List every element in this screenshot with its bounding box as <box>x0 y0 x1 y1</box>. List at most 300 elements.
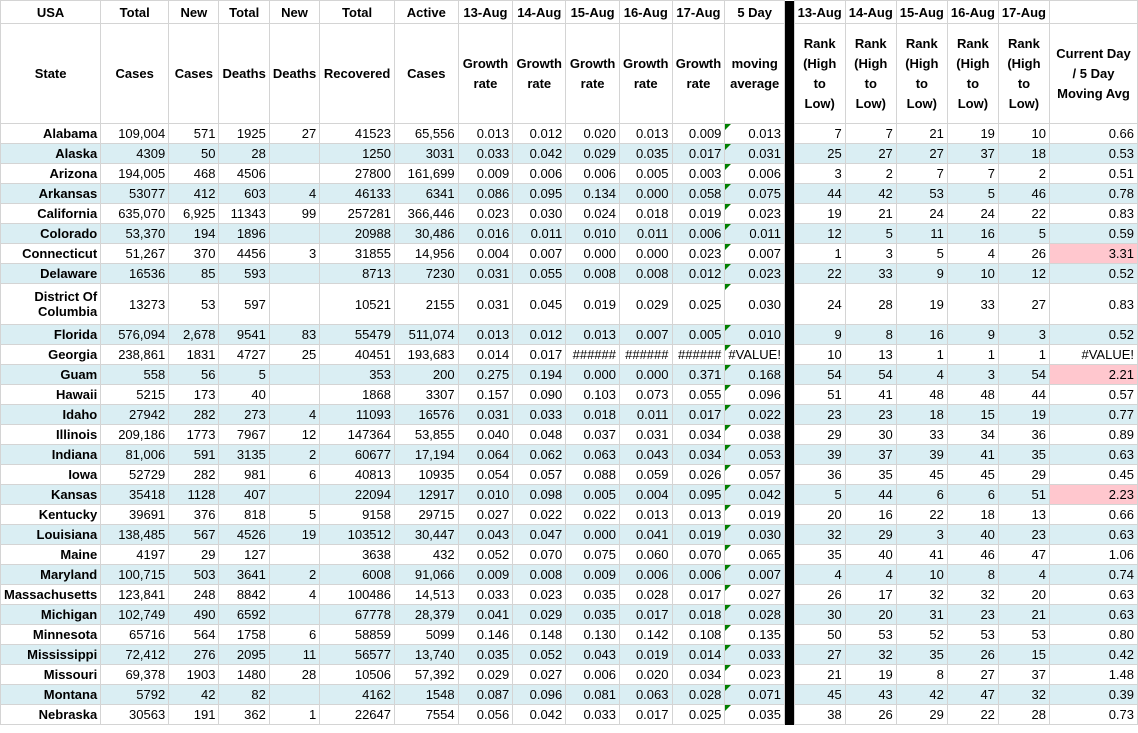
data-cell[interactable]: 27 <box>845 144 896 164</box>
data-cell[interactable] <box>269 164 319 184</box>
data-cell[interactable]: 0.019 <box>672 204 725 224</box>
data-cell[interactable]: 0.086 <box>458 184 513 204</box>
data-cell[interactable]: 22094 <box>320 485 395 505</box>
data-cell[interactable]: 33 <box>896 425 947 445</box>
state-cell[interactable]: Arkansas <box>1 184 101 204</box>
header-cell[interactable]: USA <box>1 1 101 24</box>
data-cell[interactable]: 0.000 <box>566 365 620 385</box>
data-cell[interactable]: 0.096 <box>513 685 566 705</box>
data-cell[interactable]: 22 <box>896 505 947 525</box>
data-cell[interactable]: 27 <box>269 124 319 144</box>
data-cell[interactable]: ###### <box>620 345 673 365</box>
data-cell[interactable]: 53,855 <box>395 425 459 445</box>
data-cell[interactable]: 1773 <box>169 425 219 445</box>
data-cell[interactable]: 27942 <box>101 405 169 425</box>
data-cell[interactable]: 576,094 <box>101 325 169 345</box>
ratio-cell[interactable]: 0.45 <box>1049 465 1137 485</box>
data-cell[interactable]: 5099 <box>395 625 459 645</box>
state-cell[interactable]: Kansas <box>1 485 101 505</box>
data-cell[interactable]: 48 <box>947 385 998 405</box>
data-cell[interactable]: 51 <box>794 385 845 405</box>
data-cell[interactable]: 60677 <box>320 445 395 465</box>
state-cell[interactable]: Delaware <box>1 264 101 284</box>
ratio-cell[interactable]: 0.89 <box>1049 425 1137 445</box>
data-cell[interactable]: 0.157 <box>458 385 513 405</box>
data-cell[interactable]: 22647 <box>320 705 395 725</box>
data-cell[interactable]: 0.000 <box>620 244 673 264</box>
data-cell[interactable]: 19 <box>794 204 845 224</box>
state-cell[interactable]: Kentucky <box>1 505 101 525</box>
data-cell[interactable]: 7 <box>947 164 998 184</box>
data-cell[interactable]: 0.009 <box>672 124 725 144</box>
header-cell[interactable]: moving average <box>725 24 785 124</box>
data-cell[interactable]: 25 <box>794 144 845 164</box>
data-cell[interactable]: 102,749 <box>101 605 169 625</box>
data-cell[interactable]: 0.018 <box>566 405 620 425</box>
data-cell[interactable]: 14,513 <box>395 585 459 605</box>
header-cell[interactable]: Total <box>320 1 395 24</box>
data-cell[interactable]: 4 <box>269 405 319 425</box>
data-cell[interactable]: 53 <box>845 625 896 645</box>
data-cell[interactable]: 593 <box>219 264 269 284</box>
data-cell[interactable]: 10521 <box>320 284 395 325</box>
data-cell[interactable]: 51,267 <box>101 244 169 264</box>
data-cell[interactable]: 40813 <box>320 465 395 485</box>
data-cell[interactable]: 23 <box>794 405 845 425</box>
data-cell[interactable]: 0.043 <box>620 445 673 465</box>
data-cell[interactable]: 53077 <box>101 184 169 204</box>
data-cell[interactable]: 0.070 <box>672 545 725 565</box>
data-cell[interactable]: 412 <box>169 184 219 204</box>
data-cell[interactable]: 571 <box>169 124 219 144</box>
data-cell[interactable]: 0.006 <box>620 565 673 585</box>
data-cell[interactable]: 0.070 <box>513 545 566 565</box>
data-cell[interactable]: 36 <box>794 465 845 485</box>
data-cell[interactable]: 5 <box>896 244 947 264</box>
data-cell[interactable]: 503 <box>169 565 219 585</box>
state-cell[interactable]: Arizona <box>1 164 101 184</box>
data-cell[interactable]: 29 <box>794 425 845 445</box>
data-cell[interactable]: 8713 <box>320 264 395 284</box>
ratio-cell[interactable]: 0.53 <box>1049 144 1137 164</box>
data-cell[interactable]: 0.030 <box>725 525 785 545</box>
data-cell[interactable]: 19 <box>845 665 896 685</box>
data-cell[interactable]: 28 <box>998 705 1049 725</box>
data-cell[interactable]: 17,194 <box>395 445 459 465</box>
ratio-cell[interactable]: 0.83 <box>1049 204 1137 224</box>
data-cell[interactable]: 0.030 <box>725 284 785 325</box>
data-cell[interactable]: 15 <box>998 645 1049 665</box>
data-cell[interactable]: 19 <box>947 124 998 144</box>
data-cell[interactable]: 0.057 <box>513 465 566 485</box>
data-cell[interactable]: 511,074 <box>395 325 459 345</box>
ratio-cell[interactable]: 0.83 <box>1049 284 1137 325</box>
data-cell[interactable]: 29 <box>896 705 947 725</box>
data-cell[interactable]: 28 <box>845 284 896 325</box>
data-cell[interactable]: 362 <box>219 705 269 725</box>
header-cell[interactable]: Growth rate <box>672 24 725 124</box>
data-cell[interactable]: 0.028 <box>620 585 673 605</box>
data-cell[interactable]: 173 <box>169 385 219 405</box>
data-cell[interactable]: 13273 <box>101 284 169 325</box>
data-cell[interactable]: 0.014 <box>672 645 725 665</box>
data-cell[interactable]: 0.023 <box>672 244 725 264</box>
data-cell[interactable]: 0.017 <box>620 605 673 625</box>
data-cell[interactable]: 35 <box>794 545 845 565</box>
data-cell[interactable]: 0.064 <box>458 445 513 465</box>
data-cell[interactable]: 26 <box>794 585 845 605</box>
header-cell[interactable]: Deaths <box>269 24 319 124</box>
state-cell[interactable]: Florida <box>1 325 101 345</box>
data-cell[interactable] <box>269 605 319 625</box>
state-cell[interactable]: Minnesota <box>1 625 101 645</box>
data-cell[interactable]: 100486 <box>320 585 395 605</box>
data-cell[interactable]: 0.146 <box>458 625 513 645</box>
data-cell[interactable]: 26 <box>998 244 1049 264</box>
data-cell[interactable]: 100,715 <box>101 565 169 585</box>
data-cell[interactable]: 0.011 <box>620 224 673 244</box>
data-cell[interactable]: 0.004 <box>620 485 673 505</box>
data-cell[interactable]: 18 <box>947 505 998 525</box>
data-cell[interactable]: 1903 <box>169 665 219 685</box>
data-cell[interactable]: 0.000 <box>566 244 620 264</box>
data-cell[interactable]: 0.055 <box>513 264 566 284</box>
data-cell[interactable]: 0.042 <box>725 485 785 505</box>
data-cell[interactable]: 276 <box>169 645 219 665</box>
data-cell[interactable]: 3641 <box>219 565 269 585</box>
data-cell[interactable]: 33 <box>947 284 998 325</box>
data-cell[interactable]: 0.019 <box>566 284 620 325</box>
data-cell[interactable]: 46133 <box>320 184 395 204</box>
data-cell[interactable]: 0.031 <box>620 425 673 445</box>
data-cell[interactable]: 0.017 <box>672 585 725 605</box>
data-cell[interactable]: 29 <box>845 525 896 545</box>
data-cell[interactable]: 0.035 <box>566 605 620 625</box>
data-cell[interactable]: 0.018 <box>620 204 673 224</box>
data-cell[interactable]: 10 <box>896 565 947 585</box>
data-cell[interactable]: 10935 <box>395 465 459 485</box>
data-cell[interactable]: 5 <box>794 485 845 505</box>
data-cell[interactable]: 4727 <box>219 345 269 365</box>
data-cell[interactable]: 0.371 <box>672 365 725 385</box>
data-cell[interactable]: 200 <box>395 365 459 385</box>
state-cell[interactable]: District Of Columbia <box>1 284 101 325</box>
data-cell[interactable]: 2,678 <box>169 325 219 345</box>
data-cell[interactable]: 55479 <box>320 325 395 345</box>
data-cell[interactable]: 0.042 <box>513 705 566 725</box>
data-cell[interactable]: 20 <box>845 605 896 625</box>
header-cell[interactable]: Rank (High to Low) <box>845 24 896 124</box>
data-cell[interactable]: 0.029 <box>620 284 673 325</box>
data-cell[interactable]: 0.004 <box>458 244 513 264</box>
data-cell[interactable]: 0.063 <box>566 445 620 465</box>
data-cell[interactable]: 4 <box>269 184 319 204</box>
data-cell[interactable]: 0.023 <box>513 585 566 605</box>
header-cell[interactable]: 13-Aug <box>794 1 845 24</box>
data-cell[interactable]: 12917 <box>395 485 459 505</box>
data-cell[interactable]: 558 <box>101 365 169 385</box>
state-cell[interactable]: Connecticut <box>1 244 101 264</box>
data-cell[interactable] <box>269 365 319 385</box>
data-cell[interactable]: 16 <box>845 505 896 525</box>
data-cell[interactable]: 4 <box>947 244 998 264</box>
data-cell[interactable]: 0.081 <box>566 685 620 705</box>
data-cell[interactable]: 6 <box>896 485 947 505</box>
data-cell[interactable]: 32 <box>896 585 947 605</box>
data-cell[interactable]: 0.029 <box>566 144 620 164</box>
data-cell[interactable]: 26 <box>845 705 896 725</box>
data-cell[interactable]: 4526 <box>219 525 269 545</box>
data-cell[interactable]: 0.007 <box>620 325 673 345</box>
data-cell[interactable]: 29 <box>169 545 219 565</box>
data-cell[interactable]: 4197 <box>101 545 169 565</box>
data-cell[interactable]: 46 <box>998 184 1049 204</box>
data-cell[interactable]: 91,066 <box>395 565 459 585</box>
data-cell[interactable]: 0.009 <box>458 164 513 184</box>
data-cell[interactable]: 0.023 <box>458 204 513 224</box>
data-cell[interactable]: 818 <box>219 505 269 525</box>
data-cell[interactable]: 0.063 <box>620 685 673 705</box>
data-cell[interactable]: 36 <box>998 425 1049 445</box>
data-cell[interactable]: 353 <box>320 365 395 385</box>
data-cell[interactable]: 30 <box>794 605 845 625</box>
data-cell[interactable]: 0.103 <box>566 385 620 405</box>
data-cell[interactable]: 0.033 <box>725 645 785 665</box>
data-cell[interactable]: 44 <box>794 184 845 204</box>
data-cell[interactable]: 14,956 <box>395 244 459 264</box>
ratio-cell[interactable]: 1.48 <box>1049 665 1137 685</box>
data-cell[interactable]: 16 <box>896 325 947 345</box>
data-cell[interactable]: 20988 <box>320 224 395 244</box>
data-cell[interactable]: 0.000 <box>620 184 673 204</box>
data-cell[interactable]: 0.033 <box>513 405 566 425</box>
data-cell[interactable]: 0.010 <box>458 485 513 505</box>
data-cell[interactable]: 9 <box>947 325 998 345</box>
data-cell[interactable]: 38 <box>794 705 845 725</box>
data-cell[interactable]: 13,740 <box>395 645 459 665</box>
data-cell[interactable]: 0.006 <box>566 665 620 685</box>
data-cell[interactable]: 0.038 <box>725 425 785 445</box>
data-cell[interactable]: 81,006 <box>101 445 169 465</box>
data-cell[interactable]: 1 <box>896 345 947 365</box>
data-cell[interactable]: 1831 <box>169 345 219 365</box>
data-cell[interactable]: 52729 <box>101 465 169 485</box>
ratio-cell[interactable]: 2.23 <box>1049 485 1137 505</box>
data-cell[interactable]: 35 <box>896 645 947 665</box>
data-cell[interactable]: 0.013 <box>458 325 513 345</box>
data-cell[interactable]: 0.019 <box>672 525 725 545</box>
data-cell[interactable]: 193,683 <box>395 345 459 365</box>
data-cell[interactable]: 635,070 <box>101 204 169 224</box>
data-cell[interactable]: 72,412 <box>101 645 169 665</box>
data-cell[interactable]: 85 <box>169 264 219 284</box>
header-cell[interactable]: Growth rate <box>513 24 566 124</box>
data-cell[interactable]: 35 <box>998 445 1049 465</box>
data-cell[interactable]: 7554 <box>395 705 459 725</box>
data-cell[interactable]: 4 <box>845 565 896 585</box>
data-cell[interactable]: 0.028 <box>672 685 725 705</box>
data-cell[interactable]: 32 <box>794 525 845 545</box>
data-cell[interactable]: 40 <box>947 525 998 545</box>
data-cell[interactable]: 257281 <box>320 204 395 224</box>
data-cell[interactable]: 22 <box>998 204 1049 224</box>
data-cell[interactable]: 0.003 <box>672 164 725 184</box>
data-cell[interactable]: 10 <box>794 345 845 365</box>
data-cell[interactable]: 0.048 <box>513 425 566 445</box>
data-cell[interactable]: 138,485 <box>101 525 169 545</box>
data-cell[interactable]: 39691 <box>101 505 169 525</box>
ratio-cell[interactable]: 2.21 <box>1049 365 1137 385</box>
header-cell[interactable]: 15-Aug <box>896 1 947 24</box>
data-cell[interactable]: 0.013 <box>566 325 620 345</box>
data-cell[interactable]: 0.045 <box>513 284 566 325</box>
data-cell[interactable]: 29715 <box>395 505 459 525</box>
data-cell[interactable]: 47 <box>998 545 1049 565</box>
data-cell[interactable]: 103512 <box>320 525 395 545</box>
data-cell[interactable]: 6 <box>947 485 998 505</box>
data-cell[interactable]: 0.087 <box>458 685 513 705</box>
header-cell[interactable]: 17-Aug <box>998 1 1049 24</box>
data-cell[interactable]: 0.142 <box>620 625 673 645</box>
data-cell[interactable]: 0.006 <box>672 224 725 244</box>
state-cell[interactable]: Montana <box>1 685 101 705</box>
data-cell[interactable]: 0.029 <box>513 605 566 625</box>
data-cell[interactable]: 0.017 <box>513 345 566 365</box>
data-cell[interactable]: 30 <box>845 425 896 445</box>
data-cell[interactable]: 0.011 <box>513 224 566 244</box>
data-cell[interactable]: 0.090 <box>513 385 566 405</box>
header-cell[interactable]: Active <box>395 1 459 24</box>
data-cell[interactable]: 209,186 <box>101 425 169 445</box>
data-cell[interactable]: 33 <box>845 264 896 284</box>
data-cell[interactable]: 42 <box>896 685 947 705</box>
data-cell[interactable]: 41 <box>947 445 998 465</box>
data-cell[interactable]: 0.062 <box>513 445 566 465</box>
header-cell[interactable]: Total <box>219 1 269 24</box>
data-cell[interactable]: 32 <box>947 585 998 605</box>
data-cell[interactable]: 9158 <box>320 505 395 525</box>
data-cell[interactable]: 1 <box>998 345 1049 365</box>
data-cell[interactable]: 99 <box>269 204 319 224</box>
data-cell[interactable]: 54 <box>845 365 896 385</box>
data-cell[interactable]: 4 <box>794 565 845 585</box>
data-cell[interactable]: 490 <box>169 605 219 625</box>
data-cell[interactable]: 0.043 <box>458 525 513 545</box>
data-cell[interactable]: 282 <box>169 405 219 425</box>
ratio-cell[interactable]: 0.80 <box>1049 625 1137 645</box>
data-cell[interactable]: 0.020 <box>566 124 620 144</box>
data-cell[interactable]: 3 <box>794 164 845 184</box>
data-cell[interactable]: 194 <box>169 224 219 244</box>
data-cell[interactable]: 0.029 <box>458 665 513 685</box>
state-cell[interactable]: Mississippi <box>1 645 101 665</box>
data-cell[interactable]: 34 <box>947 425 998 445</box>
data-cell[interactable]: 0.065 <box>725 545 785 565</box>
data-cell[interactable]: 0.022 <box>725 405 785 425</box>
data-cell[interactable]: 0.058 <box>672 184 725 204</box>
data-cell[interactable]: 0.096 <box>725 385 785 405</box>
data-cell[interactable]: 0.010 <box>566 224 620 244</box>
data-cell[interactable]: 11343 <box>219 204 269 224</box>
data-cell[interactable]: 24 <box>794 284 845 325</box>
data-cell[interactable]: 3 <box>845 244 896 264</box>
state-cell[interactable]: Alabama <box>1 124 101 144</box>
data-cell[interactable]: 0.017 <box>620 705 673 725</box>
header-cell[interactable]: 13-Aug <box>458 1 513 24</box>
data-cell[interactable]: 21 <box>794 665 845 685</box>
data-cell[interactable]: 1 <box>947 345 998 365</box>
data-cell[interactable]: 27800 <box>320 164 395 184</box>
data-cell[interactable]: 0.022 <box>513 505 566 525</box>
state-cell[interactable]: Louisiana <box>1 525 101 545</box>
data-cell[interactable]: 0.040 <box>458 425 513 445</box>
data-cell[interactable]: 1758 <box>219 625 269 645</box>
data-cell[interactable]: 0.009 <box>458 565 513 585</box>
data-cell[interactable]: 53,370 <box>101 224 169 244</box>
data-cell[interactable]: 21 <box>998 605 1049 625</box>
data-cell[interactable]: 46 <box>947 545 998 565</box>
data-cell[interactable]: 1548 <box>395 685 459 705</box>
data-cell[interactable]: 5 <box>269 505 319 525</box>
data-cell[interactable]: 10 <box>998 124 1049 144</box>
data-cell[interactable] <box>269 224 319 244</box>
data-cell[interactable]: 24 <box>896 204 947 224</box>
state-cell[interactable]: California <box>1 204 101 224</box>
data-cell[interactable]: 0.013 <box>620 124 673 144</box>
data-cell[interactable]: 0.041 <box>458 605 513 625</box>
data-cell[interactable]: 54 <box>998 365 1049 385</box>
data-cell[interactable]: 8 <box>896 665 947 685</box>
data-cell[interactable]: 12 <box>998 264 1049 284</box>
data-cell[interactable]: 41 <box>896 545 947 565</box>
data-cell[interactable]: 21 <box>896 124 947 144</box>
data-cell[interactable]: 32 <box>998 685 1049 705</box>
data-cell[interactable]: 0.275 <box>458 365 513 385</box>
ratio-cell[interactable]: 0.78 <box>1049 184 1137 204</box>
data-cell[interactable]: 2 <box>845 164 896 184</box>
data-cell[interactable]: 0.057 <box>725 465 785 485</box>
data-cell[interactable]: 25 <box>269 345 319 365</box>
data-cell[interactable]: 53 <box>998 625 1049 645</box>
data-cell[interactable]: 432 <box>395 545 459 565</box>
data-cell[interactable]: 44 <box>998 385 1049 405</box>
data-cell[interactable]: 0.011 <box>620 405 673 425</box>
data-cell[interactable]: 9 <box>896 264 947 284</box>
data-cell[interactable]: 0.028 <box>725 605 785 625</box>
data-cell[interactable]: 1 <box>794 244 845 264</box>
data-cell[interactable]: 564 <box>169 625 219 645</box>
data-cell[interactable]: 9541 <box>219 325 269 345</box>
data-cell[interactable]: 28,379 <box>395 605 459 625</box>
data-cell[interactable] <box>269 685 319 705</box>
state-cell[interactable]: Nebraska <box>1 705 101 725</box>
data-cell[interactable]: 0.011 <box>725 224 785 244</box>
data-cell[interactable]: 50 <box>794 625 845 645</box>
ratio-cell[interactable]: 0.52 <box>1049 325 1137 345</box>
data-cell[interactable]: 3638 <box>320 545 395 565</box>
data-cell[interactable]: 147364 <box>320 425 395 445</box>
data-cell[interactable]: 5 <box>947 184 998 204</box>
data-cell[interactable]: 69,378 <box>101 665 169 685</box>
data-cell[interactable]: 18 <box>896 405 947 425</box>
data-cell[interactable]: 9 <box>794 325 845 345</box>
data-cell[interactable]: 376 <box>169 505 219 525</box>
data-cell[interactable]: 37 <box>947 144 998 164</box>
data-cell[interactable]: 16 <box>947 224 998 244</box>
data-cell[interactable]: 16536 <box>101 264 169 284</box>
ratio-cell[interactable]: 0.74 <box>1049 565 1137 585</box>
data-cell[interactable]: 28 <box>219 144 269 164</box>
